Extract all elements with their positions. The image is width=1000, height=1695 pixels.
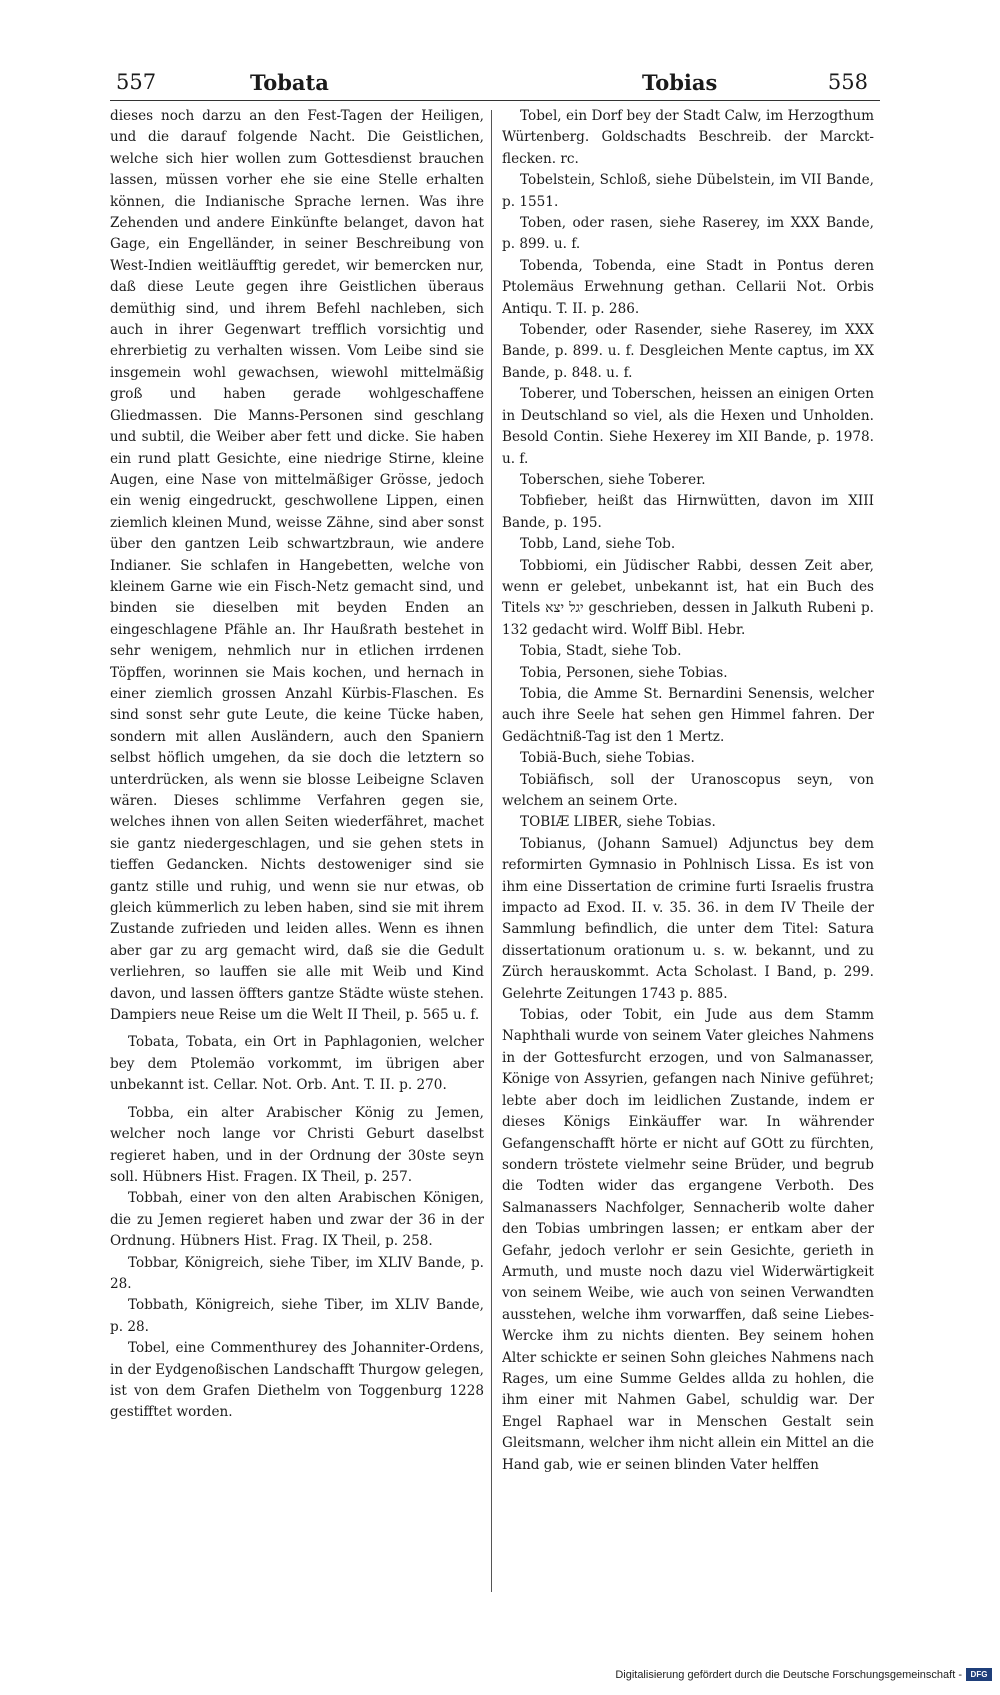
entry-tobata: Tobata, Tobata, ein Ort in Paphlagonien, welcher bey dem Ptolemäo vorkommt, im übrigen aber unbekannt ist. Cellar. Not. Orb. Ant. T. II. p. 270. (110, 1034, 484, 1094)
entry-tobender: Tobender, oder Rasender, siehe Raserey, im XXX Bande, p. 899. u. f. Desgleichen Mente captus, im XX Bande, p. 848. u. f. (502, 322, 874, 381)
entry-tobbar: Tobbar, Königreich, siehe Tiber, im XLIV Bande, p. 28. (110, 1254, 484, 1292)
entry-tobbiomi: Tobbiomi, ein Jüdischer Rabbi, dessen Zeit aber, wenn er gelebet, unbekannt ist, hat ein Buch des Titels יגל יצא geschrieben, dessen in Jalkuth Rubeni p. 132 gedacht wird. Wolff Bibl. Hebr. (502, 557, 874, 638)
entry-tobel-dorf: Tobel, ein Dorf bey der Stadt Calw, im Herzogthum Würtenberg. Goldschadts Beschreib. der Marckt-flecken. rc. (502, 108, 874, 167)
entry-tobenda: Tobenda, Tobenda, eine Stadt in Pontus deren Ptolemäus Erwehnung gethan. Cellarii Not. Orbis Antiqu. T. II. p. 286. (502, 257, 874, 317)
entry-tobia-personen: Tobia, Personen, siehe Tobias. (520, 664, 728, 681)
entry-tobel-commenthurey: Tobel, eine Commenthurey des Johanniter-Ordens, in der Eydgenoßischen Landschafft Thurgow gelegen, ist von dem Grafen Diethelm von Toggenburg 1228 gestifftet worden. (110, 1340, 484, 1421)
catchword-left: Tobata (250, 70, 329, 95)
entry-tobbath: Tobbath, Königreich, siehe Tiber, im XLIV Bande, p. 28. (110, 1297, 484, 1335)
entry-tobfieber: Tobfieber, heißt das Hirnwütten, davon im XIII Bande, p. 195. (502, 493, 874, 531)
page-number-left: 557 (116, 70, 157, 94)
entry-tobiae-liber: TOBIÆ LIBER, siehe Tobias. (520, 814, 716, 831)
entry-tobba: Tobba, ein alter Arabischer König zu Jemen, welcher noch lange vor Christi Geburt daselbst regieret haben, und in der Ordnung der 30ste seyn soll. Hübners Hist. Fragen. IX Theil, p. 257. (110, 1104, 484, 1185)
right-column (502, 106, 874, 1652)
dfg-logo: DFG (966, 1668, 992, 1681)
entry-tobiae-buch: Tobiä-Buch, siehe Tobias. (520, 750, 695, 767)
running-header (110, 62, 880, 102)
entry-tobianus: Tobianus, (Johann Samuel) Adjunctus bey dem reformirten Gymnasio in Pohlnisch Lissa. Es ist von ihm eine Dissertation de crimine furti Israelis frustra impacto ad Exod. II. v. 35. 36. in dem IV Theile der Sammlung befindlich, die unter dem Titel: Satura dissertationum orationum u. s. w. bekannt, und zu Zürch herauskommt. Acta Scholast. I Band, p. 299. Gelehrte Zeitungen 1743 p. 885. (502, 835, 874, 1002)
entry-toben: Toben, oder rasen, siehe Raserey, im XXX Bande, p. 899. u. f. (502, 215, 874, 253)
book-page (110, 62, 880, 1652)
entry-tobias: Tobias, oder Tobit, ein Jude aus dem Stamm Naphthali wurde von seinem Vater gleiches Nahmens in der Gottesfurcht erzogen, und von Salmanasser, Könige von Assyrien, gefangen nach Ninive geführet; lebte aber doch im leidlichen Zustande, indem er dieses Königs Einkäuffer war. In währender Gefangenschafft hörte er nicht auf GOtt zu fürchten, sondern tröstete vielmehr seine Brüder, und begrub die Todten wider das ergangene Verboth. Des Salmanassers Nachfolger, Sennacherib wolte daher den Tobias umbringen lassen; er entkam aber der Gefahr, jedoch verlohr er sein Gesichte, gerieth in Armuth, und muste noch dazu viel Widerwärtigkeit von seinem Weibe, wie auch von seinen Verwandten ausstehen, welche ihm vorwarffen, daß seine Liebes-Wercke ihm zu nichts dienten. Bey seinem hohen Alter schickte er seinen Sohn gleiches Nahmens nach Rages, um eine Summe Geldes allda zu hohlen, die ihm einer mit Nahmen Gabel, schuldig war. Der Engel Raphael war in Menschen Gestalt sein Gleitsmann, welcher ihm nicht allein ein Mittel an die Hand gab, wie er seinen blinden Vater helffen (502, 1007, 874, 1473)
entry-continuation: dieses noch darzu an den Fest-Tagen der Heiligen, und die darauf folgende Nacht. Die Geistlichen, welche sich hier wollen zum Gottesdienst brauchen lassen, müssen vorher ehe sie eine Stelle erhalten können, die Indianische Sprache lernen. Was ihre Zehenden und andere Einkünfte belanget, davon hat Gage, ein Engelländer, in seiner Beschreibung von West-Indien weitläufftig geredet, wir bemercken nur, daß diese Leute gegen ihre Geistlichen überaus demüthig sind, und ihrem Befehl nachleben, sich auch in ihrer Gegenwart trefflich vorsichtig und ehrerbietig zu verhalten wissen. Vom Leibe sind sie insgemein wohl gewachsen, wiewohl mittelmäßig groß und haben gerade wohlgeschaffene Gliedmassen. Die Manns-Personen sind geschlang und subtil, die Weiber aber fett und dicke. Sie haben ein rund platt Gesichte, eine niedrige Stirne, kleine Augen, eine Nase von mittelmäßiger Grösse, jedoch ein wenig eingedruckt, geschwollene Lippen, einen ziemlich kleinen Mund, weisse Zähne, sind aber sonst über den gantzen Leib schwartzbraun, wie andere Indianer. Sie schlafen in Hangebetten, welche von kleinem Garne wie ein Fisch-Netz gemacht sind, und binden sie dieselben mit beyden Enden an eingeschlagene Pfähle an. Ihr Haußrath bestehet in sehr wenigem, nehmlich nur in etlichen irrdenen Töpffen, worinnen sie Mais kochen, und hernach in einer ziemlich grossen Anzahl Kürbis-Flaschen. Es sind sonst sehr gute Leute, die keine Tücke haben, sondern mit allen Ausländern, auch den Spaniern selbst höflich umgehen, da sie doch die letztern so unterdrücken, als wenn sie blosse Leibeigne Sclaven wären. Dieses schlimme Verfahren gegen sie, welches ihnen von allen Seiten wiederfähret, machet sie gantz niedergeschlagen, und sie gehen stets in tieffen Gedancken. Nichts destoweniger sind sie gantz stille und ruhig, und wenn sie nur etwas, ob gleich kümmerlich zu leben haben, sind sie mit ihrem Zustande zufrieden und leiden alles. Wenn es ihnen aber gar zu arg gemacht wird, daß sie die Gedult verliehren, so lauffen sie alle mit Weib und Kind davon, und lassen öffters gantze Städte wüste stehen. Dampiers neue Reise um die Welt II Theil, p. 565 u. f. (110, 108, 484, 1024)
digitization-credit (615, 1668, 992, 1681)
entry-tobia-amme: Tobia, die Amme St. Bernardini Senensis, welcher auch ihre Seele hat sehen gen Himmel fahren. Der Gedächtniß-Tag ist den 1 Mertz. (502, 685, 874, 745)
entry-toberschen: Toberschen, siehe Toberer. (520, 471, 706, 488)
entry-tobiaefisch: Tobiäfisch, soll der Uranoscopus seyn, von welchem an seinem Orte. (502, 771, 874, 809)
header-rule (110, 100, 880, 101)
page-number-right: 558 (827, 70, 868, 94)
entry-tobbah: Tobbah, einer von den alten Arabischen Königen, die zu Jemen regieret haben und zwar der 36 in der Ordnung. Hübners Hist. Frag. IX Theil, p. 258. (110, 1190, 484, 1250)
entry-tobb: Tobb, Land, siehe Tob. (520, 536, 676, 553)
entry-tobia-stadt: Tobia, Stadt, siehe Tob. (520, 643, 682, 660)
entry-tobelstein: Tobelstein, Schloß, siehe Dübelstein, im VII Bande, p. 1551. (502, 172, 874, 210)
entry-toberer: Toberer, und Toberschen, heissen an einigen Orten in Deutschland so viel, als die Hexen und Unholden. Besold Contin. Siehe Hexerey im XII Bande, p. 1978. u. f. (502, 386, 874, 467)
catchword-right: Tobias (642, 70, 718, 95)
column-divider (491, 110, 492, 1592)
credit-text: Digitalisierung gefördert durch die Deutsche Forschungsgemeinschaft - (615, 1668, 962, 1681)
left-column (110, 106, 484, 1652)
text-columns (110, 106, 880, 1652)
